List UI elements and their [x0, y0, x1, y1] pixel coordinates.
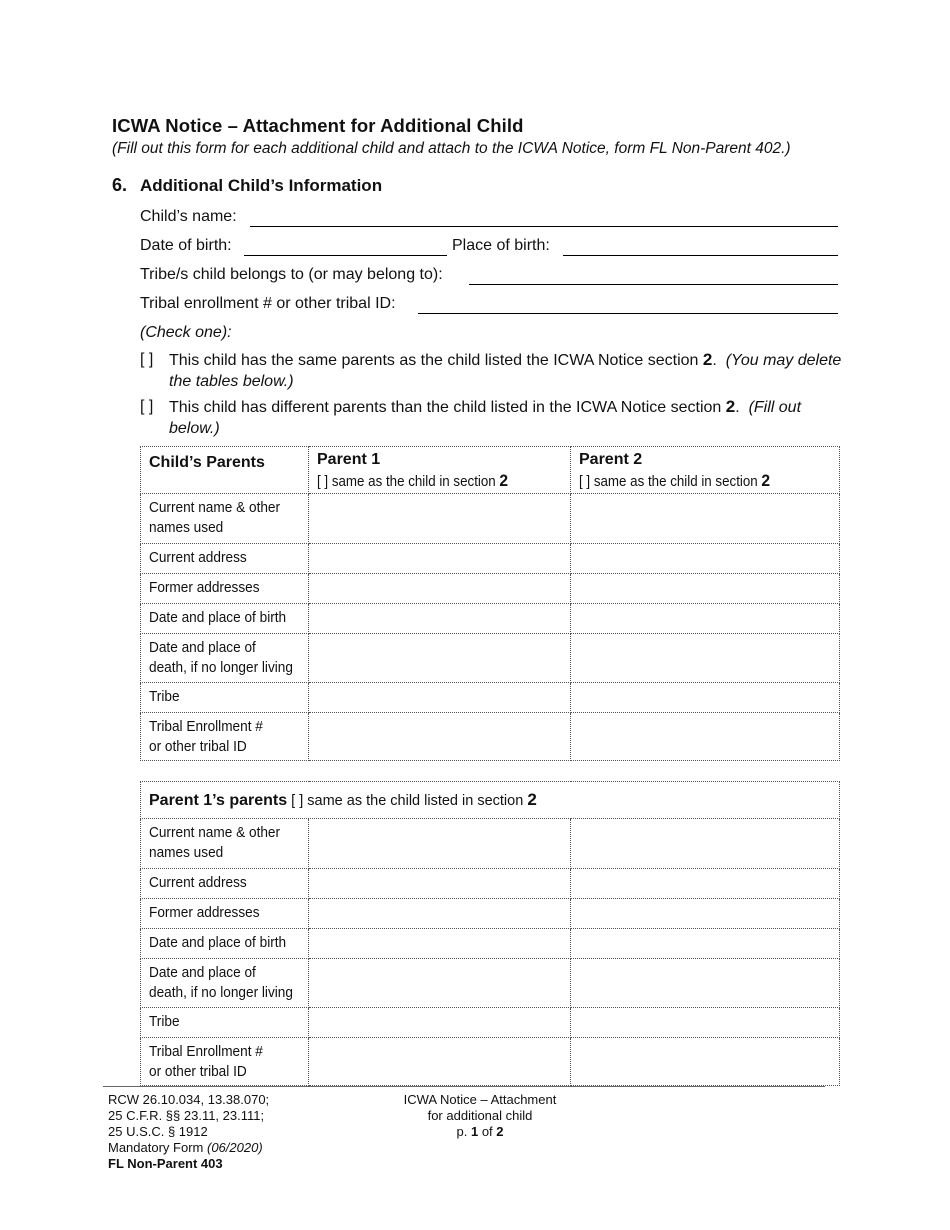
parent1-parents-header: Parent 1’s parents [149, 792, 288, 809]
parent1-parents-table [140, 781, 840, 1086]
table-row [141, 899, 840, 929]
different-parents-checkbox[interactable]: [ ] [140, 398, 154, 415]
parent2-death-cell[interactable] [571, 634, 840, 683]
same-parents-note: (You may delete the tables below.) [169, 352, 842, 390]
parent2-header-cell [571, 447, 840, 494]
childs-parents-table [140, 446, 840, 761]
enrollment-label: Tribal enrollment # or other tribal ID: [140, 295, 396, 312]
table-row: Current name & other names used [141, 494, 840, 544]
enrollment-field[interactable] [418, 313, 838, 314]
place-of-birth-label: Place of birth: [452, 237, 550, 254]
child-name-field[interactable] [250, 226, 838, 227]
grandparent1-death-cell[interactable] [309, 959, 571, 1008]
same-parents-text: This child has the same parents as the child listed the ICWA Notice section [169, 352, 699, 369]
footer-mandatory: Mandatory Form (06/2020) [108, 1140, 263, 1155]
grandparent2-name-cell[interactable] [571, 819, 840, 869]
grandparent1-birth-cell[interactable] [309, 929, 571, 959]
section-ref-number: 2 [702, 350, 713, 369]
parent2-birth-cell[interactable] [571, 604, 840, 634]
different-parents-note: (Fill out below.) [169, 399, 802, 437]
childs-parents-header: Child’s Parents [149, 454, 265, 471]
grandparent2-death-cell[interactable] [571, 959, 840, 1008]
grandparent1-tribe-cell[interactable] [309, 1008, 571, 1038]
tribe-label: Tribe/s child belongs to (or may belong to): [140, 266, 443, 283]
place-of-birth-field[interactable] [563, 255, 838, 256]
row-label: Tribe [148, 1014, 180, 1030]
parent1-address-cell[interactable] [309, 544, 571, 574]
row-label: Date and place of [148, 965, 256, 981]
date-of-birth-label: Date of birth: [140, 237, 232, 254]
table-row: Tribal Enrollment # or other tribal ID [141, 713, 840, 761]
grandparent1-address-cell[interactable] [309, 869, 571, 899]
same-parents-checkbox[interactable]: [ ] [140, 351, 154, 368]
row-label: Current address [148, 875, 247, 891]
section-ref-number: 2 [725, 397, 736, 416]
parent1-name-cell[interactable] [309, 494, 571, 544]
row-label: Tribal Enrollment # [148, 719, 263, 735]
parent2-former-address-cell[interactable] [571, 574, 840, 604]
same-parents-option[interactable]: [ ] This child has the same parents as the child listed the ICWA Notice section 2. (You may delete the tables below.) [140, 350, 842, 390]
grandparent1-enrollment-cell[interactable] [309, 1038, 571, 1086]
parent1-title: Parent 1 [317, 451, 381, 468]
table-row [141, 544, 840, 574]
child-name-label: Child’s name: [140, 208, 237, 225]
section-title: Additional Child’s Information [140, 176, 383, 195]
parent1-header-cell [309, 447, 571, 494]
footer-form-name: ICWA Notice – Attachment for additional child p. 1 of 2 [380, 1092, 580, 1140]
tribe-field[interactable] [469, 284, 838, 285]
form-title: ICWA Notice – Attachment for Additional Child [112, 115, 524, 136]
parent2-name-cell[interactable] [571, 494, 840, 544]
page-number: p. 1 of 2 [456, 1124, 504, 1139]
parent2-tribe-cell[interactable] [571, 683, 840, 713]
parent1-former-address-cell[interactable] [309, 574, 571, 604]
grandparent1-name-cell[interactable] [309, 819, 571, 869]
different-parents-option[interactable]: [ ] This child has different parents than the child listed in the ICWA Notice section 2. (Fill out below.) [140, 397, 802, 437]
footer-usc: 25 U.S.C. § 1912 [108, 1124, 208, 1139]
table-row: Current name & other names used [141, 819, 840, 869]
date-of-birth-field[interactable] [244, 255, 447, 256]
parent2-same-checkbox[interactable]: [ ] same as the child in section 2 [579, 471, 771, 490]
table-row [141, 574, 840, 604]
row-label: Current name & other [148, 825, 280, 841]
table-row: Date and place of death, if no longer living [141, 634, 840, 683]
table-row [141, 929, 840, 959]
grandparent2-birth-cell[interactable] [571, 929, 840, 959]
table-row: Date and place of death, if no longer living [141, 959, 840, 1008]
grandparent1-former-address-cell[interactable] [309, 899, 571, 929]
parent1-enrollment-cell[interactable] [309, 713, 571, 761]
grandparent2-enrollment-cell[interactable] [571, 1038, 840, 1086]
table-row [141, 604, 840, 634]
row-label: Former addresses [148, 580, 260, 596]
footer-rcw: RCW 26.10.034, 13.38.070; [108, 1092, 270, 1107]
footer-cfr: 25 C.F.R. §§ 23.11, 23.111; [108, 1108, 265, 1123]
parent1-birth-cell[interactable] [309, 604, 571, 634]
row-label: Date and place of birth [148, 935, 286, 951]
row-label: Current name & other [148, 500, 280, 516]
table-header-cell [141, 782, 840, 819]
parent1-death-cell[interactable] [309, 634, 571, 683]
row-label: Tribe [148, 689, 180, 705]
parent2-enrollment-cell[interactable] [571, 713, 840, 761]
row-label: Date and place of birth [148, 610, 286, 626]
section-number: 6. [112, 175, 128, 195]
parent1-tribe-cell[interactable] [309, 683, 571, 713]
table-header-cell [141, 447, 309, 494]
footer-citations [108, 1092, 269, 1172]
grandparent2-former-address-cell[interactable] [571, 899, 840, 929]
footer-form-number: FL Non-Parent 403 [108, 1156, 223, 1171]
grandparent2-address-cell[interactable] [571, 869, 840, 899]
parent1-parents-same-checkbox[interactable]: [ ] same as the child listed in section 2 [291, 790, 537, 809]
table-row [141, 683, 840, 713]
row-label: Former addresses [148, 905, 260, 921]
parent2-title: Parent 2 [579, 451, 643, 468]
check-one-label: (Check one): [140, 324, 232, 341]
row-label: Current address [148, 550, 247, 566]
parent1-same-checkbox[interactable]: [ ] same as the child in section 2 [317, 471, 509, 490]
footer-divider [103, 1086, 825, 1087]
grandparent2-tribe-cell[interactable] [571, 1008, 840, 1038]
different-parents-text: This child has different parents than the child listed in the ICWA Notice section [169, 399, 722, 416]
table-row [141, 1008, 840, 1038]
table-row [141, 869, 840, 899]
table-row: Tribal Enrollment # or other tribal ID [141, 1038, 840, 1086]
parent2-address-cell[interactable] [571, 544, 840, 574]
row-label: Tribal Enrollment # [148, 1044, 263, 1060]
form-instructions: (Fill out this form for each additional child and attach to the ICWA Notice, form FL Non-Parent 402.) [112, 140, 791, 157]
row-label: Date and place of [148, 640, 256, 656]
